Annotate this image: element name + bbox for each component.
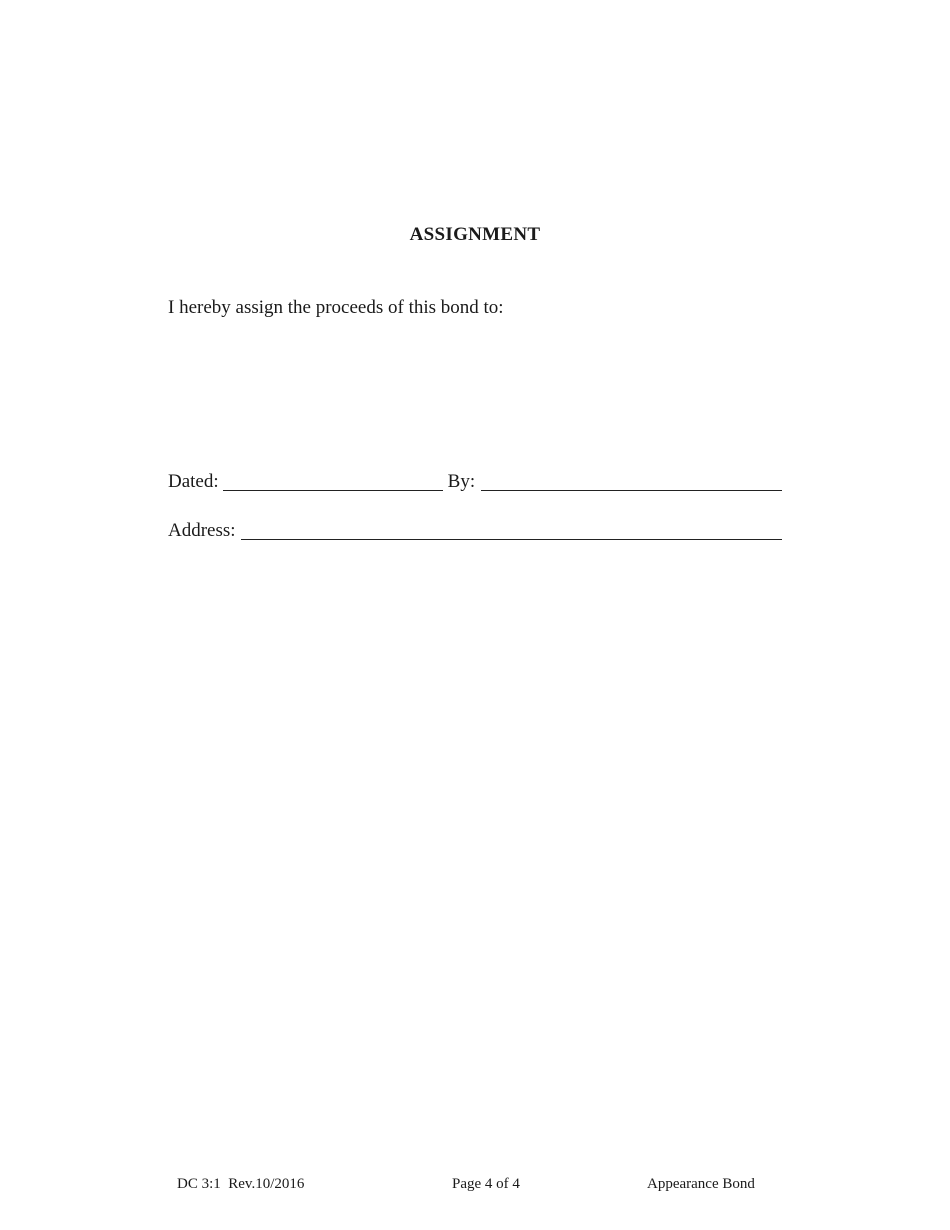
- footer-document-name: Appearance Bond: [647, 1176, 755, 1192]
- address-field[interactable]: [241, 539, 782, 540]
- assignment-intro-text: I hereby assign the proceeds of this bond to:: [168, 297, 504, 318]
- by-label: By:: [447, 471, 476, 492]
- dated-label: Dated:: [168, 471, 219, 492]
- by-signature-field[interactable]: [481, 490, 782, 491]
- address-row: [168, 519, 782, 543]
- page-title: ASSIGNMENT: [409, 224, 541, 245]
- dated-by-row: [168, 470, 782, 494]
- address-label: Address:: [168, 520, 236, 541]
- footer-form-id: DC 3:1 Rev.10/2016: [177, 1176, 305, 1192]
- footer-page-number: Page 4 of 4: [452, 1176, 520, 1192]
- dated-field[interactable]: [223, 490, 443, 491]
